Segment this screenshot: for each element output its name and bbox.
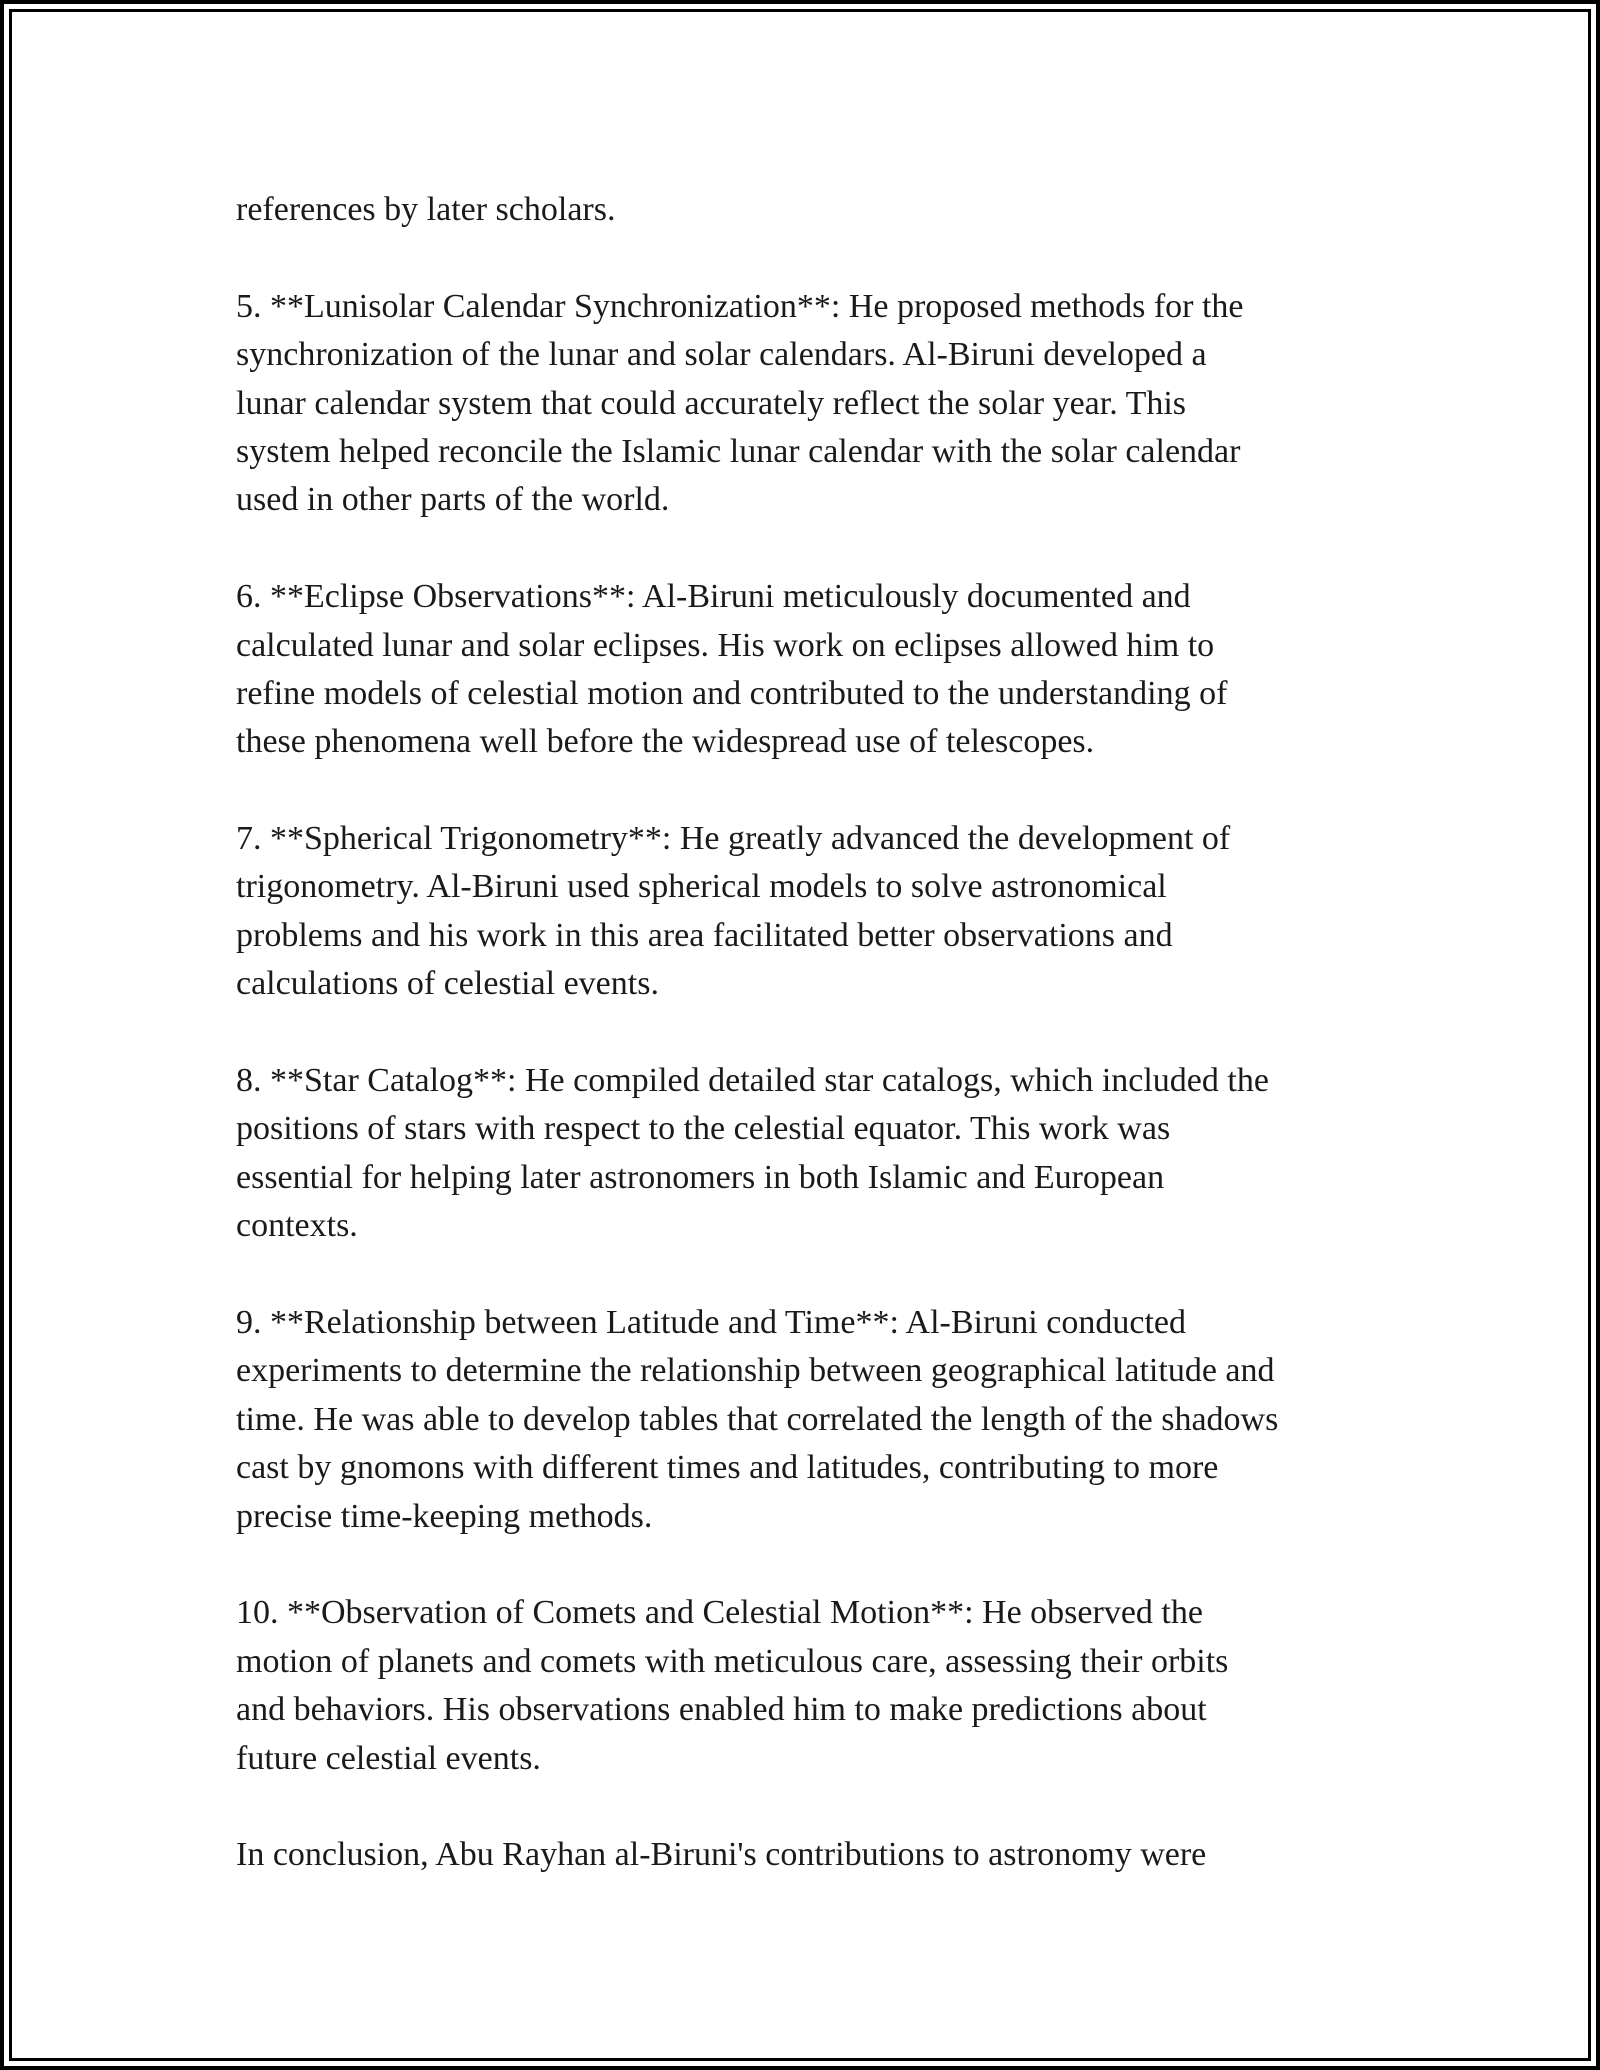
text-line: 5. **Lunisolar Calendar Synchronization**: He proposed methods for the <box>236 287 1244 325</box>
text-line: precise time-keeping methods. <box>236 1497 653 1535</box>
text-line: refine models of celestial motion and contributed to the understanding of <box>236 674 1228 712</box>
text-line: 8. **Star Catalog**: He compiled detailed star catalogs, which included the <box>236 1062 1269 1100</box>
text-line: and behaviors. His observations enabled him to make predictions about <box>236 1691 1207 1729</box>
text-line: references by later scholars. <box>236 191 616 228</box>
text-line: contexts. <box>236 1207 358 1245</box>
paragraph-gap <box>236 767 1386 815</box>
document-body <box>236 186 1386 1880</box>
paragraph-gap <box>236 1783 1386 1831</box>
text-line: positions of stars with respect to the celestial equator. This work was <box>236 1110 1171 1148</box>
text-line: 10. **Observation of Comets and Celestial Motion**: He observed the <box>236 1594 1203 1632</box>
text-line: used in other parts of the world. <box>236 481 670 519</box>
text-line: system helped reconcile the Islamic lunar calendar with the solar calendar <box>236 432 1241 470</box>
paragraph-gap <box>236 1541 1386 1589</box>
text-line: calculated lunar and solar eclipses. His work on eclipses allowed him to <box>236 626 1215 664</box>
text-line: time. He was able to develop tables that correlated the length of the shadows <box>236 1400 1279 1438</box>
text-line: future celestial events. <box>236 1739 541 1777</box>
text-line: calculations of celestial events. <box>236 965 659 1003</box>
text-line: 6. **Eclipse Observations**: Al-Biruni meticulously documented and <box>236 578 1191 616</box>
text-line: these phenomena well before the widespread use of telescopes. <box>236 723 1095 761</box>
text-line: lunar calendar system that could accurately reflect the solar year. This <box>236 384 1187 422</box>
text-line: cast by gnomons with different times and latitudes, contributing to more <box>236 1449 1219 1487</box>
text-line: synchronization of the lunar and solar calendars. Al-Biruni developed a <box>236 336 1207 374</box>
text-line: trigonometry. Al-Biruni used spherical models to solve astronomical <box>236 868 1167 906</box>
paragraph-gap <box>236 1009 1386 1057</box>
text-line: 9. **Relationship between Latitude and Time**: Al-Biruni conducted <box>236 1303 1186 1341</box>
paragraph-gap <box>236 525 1386 573</box>
paragraph-gap <box>236 1251 1386 1299</box>
paragraph-gap <box>236 234 1386 282</box>
text-line: essential for helping later astronomers in both Islamic and European <box>236 1158 1165 1196</box>
text-line: 7. **Spherical Trigonometry**: He greatly advanced the development of <box>236 820 1231 858</box>
text-line: motion of planets and comets with meticulous care, assessing their orbits <box>236 1642 1229 1680</box>
text-line: problems and his work in this area facilitated better observations and <box>236 916 1173 954</box>
text-line: In conclusion, Abu Rayhan al-Biruni's contributions to astronomy were <box>236 1836 1207 1874</box>
text-line: experiments to determine the relationship between geographical latitude and <box>236 1352 1275 1390</box>
